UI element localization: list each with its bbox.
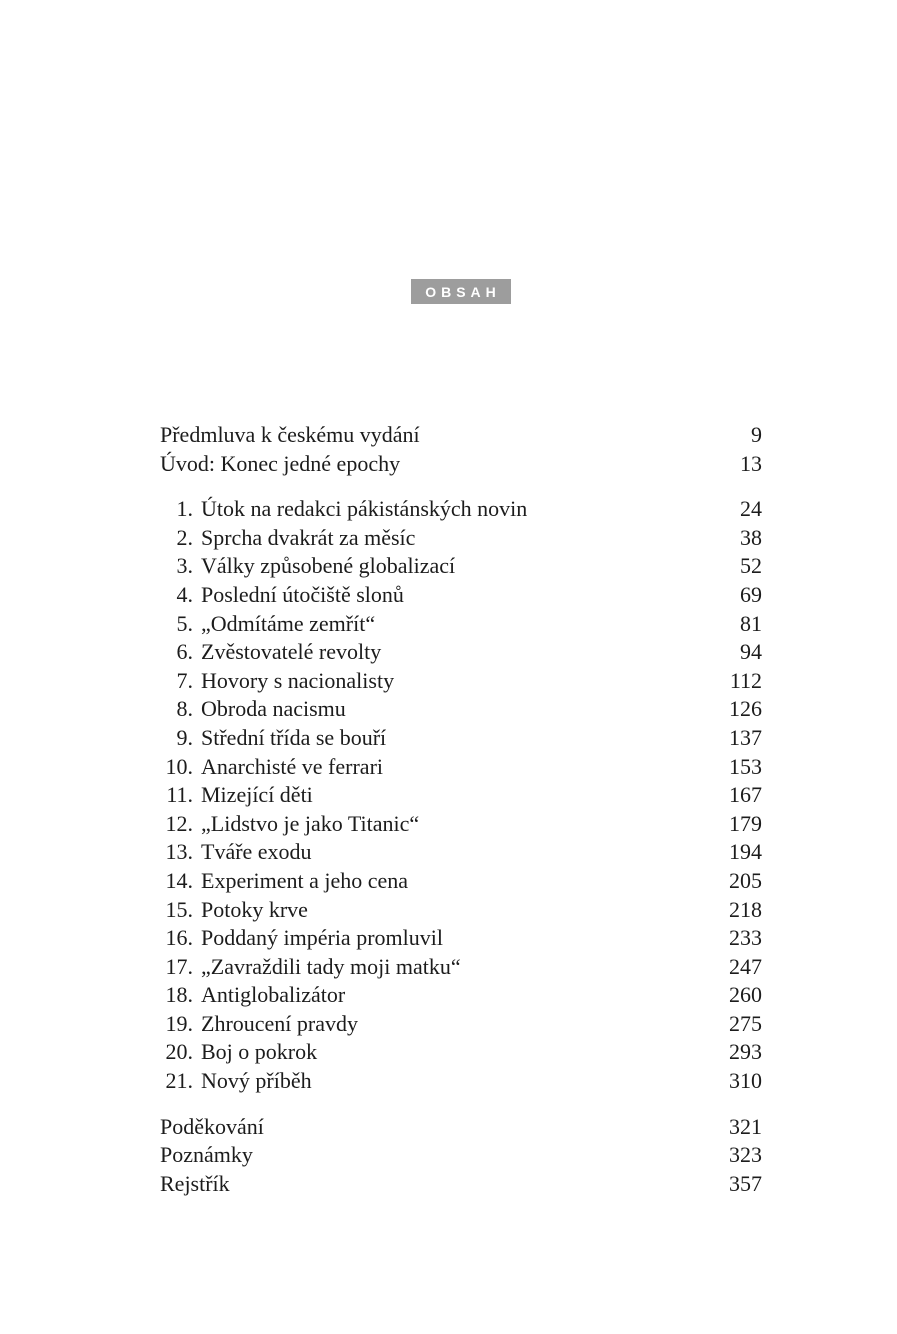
entry-title: Sprcha dvakrát za měsíc — [201, 524, 416, 550]
table-of-contents — [160, 421, 762, 1198]
chapter-number: 15. — [165, 896, 193, 922]
toc-row — [160, 667, 762, 696]
chapter-number: 18. — [165, 982, 193, 1008]
chapter-number: 16. — [165, 925, 193, 951]
chapter-number: 7. — [176, 667, 193, 693]
page-number: 81 — [740, 610, 762, 636]
toc-row — [160, 867, 762, 896]
page-number: 153 — [729, 753, 762, 779]
entry-title: Poslední útočiště slonů — [201, 581, 404, 607]
page-number: 260 — [729, 982, 762, 1008]
contents-heading-badge: OBSAH — [411, 279, 511, 304]
entry-title: „Lidstvo je jako Titanic“ — [201, 810, 420, 836]
entry-title: Poznámky — [160, 1142, 253, 1168]
page-number: 13 — [740, 450, 762, 476]
toc-row — [160, 552, 762, 581]
page-number: 194 — [729, 839, 762, 865]
page-number: 24 — [740, 496, 762, 522]
page-number: 126 — [729, 696, 762, 722]
toc-row — [160, 495, 762, 524]
toc-chapter-list — [160, 495, 762, 1095]
chapter-number: 14. — [165, 867, 193, 893]
chapter-number: 9. — [176, 724, 193, 750]
toc-row — [160, 610, 762, 639]
page-number: 52 — [740, 553, 762, 579]
page-number: 293 — [729, 1039, 762, 1065]
entry-title: Zhroucení pravdy — [201, 1010, 358, 1036]
toc-row — [160, 1141, 762, 1170]
page-number: 323 — [729, 1142, 762, 1168]
page-number: 69 — [740, 581, 762, 607]
chapter-number: 13. — [165, 839, 193, 865]
toc-row — [160, 695, 762, 724]
entry-title: Útok na redakci pákistánských novin — [201, 496, 528, 522]
toc-row — [160, 924, 762, 953]
page-number: 233 — [729, 925, 762, 951]
entry-title: Boj o pokrok — [201, 1039, 318, 1065]
toc-row — [160, 581, 762, 610]
toc-front-matter — [160, 421, 762, 478]
entry-title: Nový příběh — [201, 1068, 312, 1094]
entry-title: Tváře exodu — [201, 839, 312, 865]
chapter-number: 12. — [165, 810, 193, 836]
chapter-number: 17. — [165, 953, 193, 979]
toc-row — [160, 1170, 762, 1199]
entry-title: Hovory s nacionalisty — [201, 667, 395, 693]
chapter-number: 1. — [176, 496, 193, 522]
entry-title: Anarchisté ve ferrari — [201, 753, 384, 779]
page-number: 310 — [729, 1068, 762, 1094]
toc-row — [160, 953, 762, 982]
toc-row — [160, 1067, 762, 1096]
page-number: 112 — [729, 667, 762, 693]
chapter-number: 10. — [165, 753, 193, 779]
contents-heading-wrap — [160, 279, 762, 304]
entry-title: Mizející děti — [201, 782, 313, 808]
chapter-number: 11. — [166, 782, 193, 808]
page-number: 205 — [729, 867, 762, 893]
entry-title: Poddaný impéria promluvil — [201, 925, 443, 951]
page-number: 94 — [740, 639, 762, 665]
page-number: 9 — [751, 422, 762, 447]
page-number: 137 — [729, 724, 762, 750]
entry-title: Antiglobalizátor — [201, 982, 346, 1008]
toc-row — [160, 838, 762, 867]
toc-row — [160, 524, 762, 553]
page-number: 218 — [729, 896, 762, 922]
entry-title: Střední třída se bouří — [201, 724, 387, 750]
chapter-number: 2. — [176, 524, 193, 550]
toc-back-matter — [160, 1113, 762, 1199]
entry-title: Války způsobené globalizací — [201, 553, 456, 579]
toc-row — [160, 1010, 762, 1039]
toc-row — [160, 753, 762, 782]
entry-title: Potoky krve — [201, 896, 308, 922]
chapter-number: 8. — [176, 696, 193, 722]
toc-row — [160, 810, 762, 839]
toc-row — [160, 724, 762, 753]
chapter-number: 5. — [176, 610, 193, 636]
toc-row — [160, 981, 762, 1010]
entry-title: Zvěstovatelé revolty — [201, 639, 382, 665]
page-number: 247 — [729, 953, 762, 979]
chapter-number: 21. — [165, 1068, 193, 1094]
toc-row — [160, 1038, 762, 1067]
chapter-number: 4. — [176, 581, 193, 607]
toc-row — [160, 896, 762, 925]
entry-title: „Odmítáme zemřít“ — [201, 610, 376, 636]
entry-title: Poděkování — [160, 1113, 264, 1139]
page-number: 179 — [729, 810, 762, 836]
page-number: 167 — [729, 782, 762, 808]
toc-row — [160, 1113, 762, 1142]
toc-row — [160, 450, 762, 479]
toc-row — [160, 421, 762, 450]
entry-title: Rejstřík — [160, 1170, 230, 1196]
page-number: 321 — [729, 1113, 762, 1139]
chapter-number: 3. — [176, 553, 193, 579]
page-number: 275 — [729, 1010, 762, 1036]
entry-title: Obroda nacismu — [201, 696, 346, 722]
entry-title: „Zavraždili tady moji matku“ — [201, 953, 461, 979]
page-number: 357 — [729, 1170, 762, 1196]
toc-row — [160, 781, 762, 810]
page-number: 38 — [740, 524, 762, 550]
entry-title: Úvod: Konec jedné epochy — [160, 450, 401, 476]
entry-title: Experiment a jeho cena — [201, 867, 409, 893]
chapter-number: 19. — [165, 1010, 193, 1036]
entry-title: Předmluva k českému vydání — [160, 422, 420, 447]
chapter-number: 6. — [176, 639, 193, 665]
toc-row — [160, 638, 762, 667]
chapter-number: 20. — [165, 1039, 193, 1065]
